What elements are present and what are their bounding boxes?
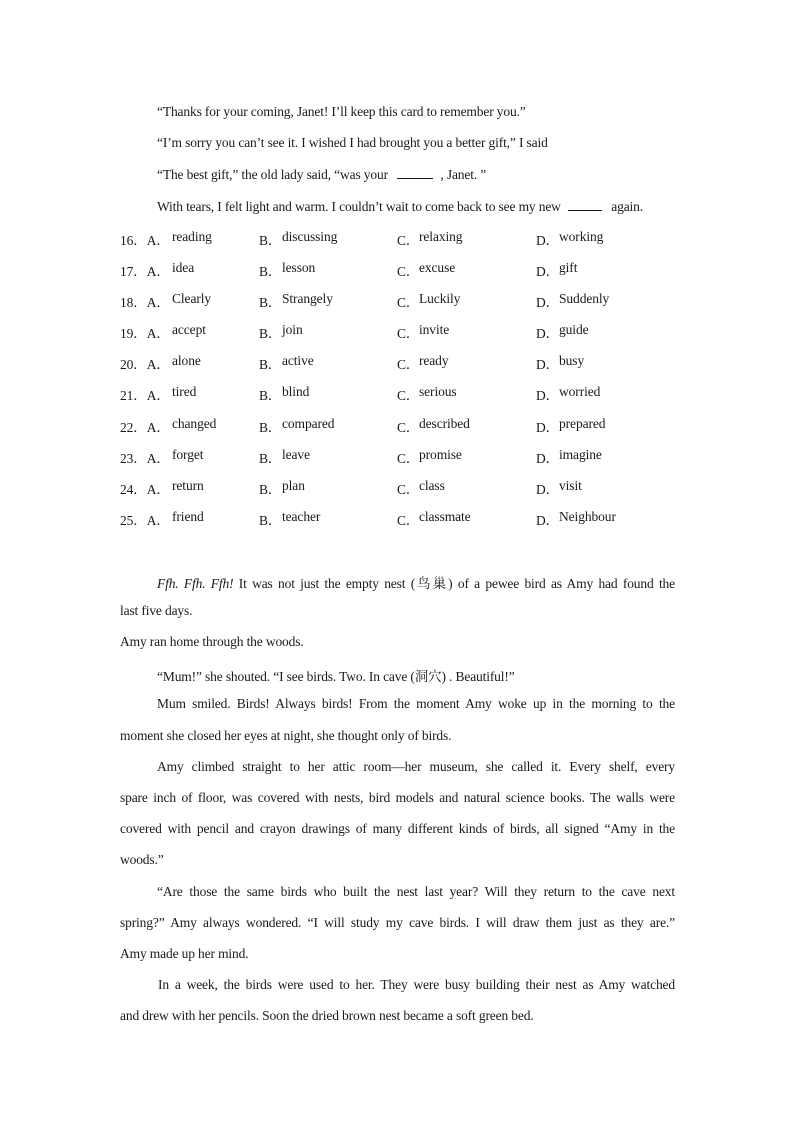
option-c-label: C．: [397, 482, 420, 497]
option-b-label: B．: [259, 326, 282, 341]
story2-para-5-line-4: woods.”: [120, 852, 164, 867]
option-d-label: D．: [536, 326, 560, 341]
option-c-label: C．: [397, 451, 420, 466]
question-row-25: [120, 509, 680, 527]
option-b-label: B．: [259, 388, 282, 403]
question-row-18: [120, 291, 680, 309]
option-a: forget: [172, 447, 204, 462]
option-c: ready: [419, 353, 449, 368]
option-d: Suddenly: [559, 291, 610, 306]
question-row-20: [120, 353, 680, 371]
option-c: described: [419, 416, 470, 431]
sound-effect-text: Ffh. Ffh. Ffh!: [157, 576, 234, 591]
option-b-label: B．: [259, 295, 282, 310]
option-c-label: C．: [397, 233, 420, 248]
option-c: Luckily: [419, 291, 461, 306]
option-b-label: B．: [259, 482, 282, 497]
story2-para-2: Amy ran home through the woods.: [120, 634, 304, 649]
story1-line-4: [157, 198, 643, 215]
question-number: 18．A．: [120, 295, 170, 310]
option-a: accept: [172, 322, 206, 337]
story2-para-5-line-2: spare inch of floor, was covered with nests, bird models and natural science books. The walls were: [120, 790, 675, 805]
option-b-label: B．: [259, 264, 282, 279]
option-d-label: D．: [536, 233, 560, 248]
option-c: invite: [419, 322, 450, 337]
option-c-label: C．: [397, 326, 420, 341]
story1-line-3-end: , Janet. ”: [440, 167, 487, 182]
option-a: Clearly: [172, 291, 212, 306]
option-b: leave: [282, 447, 310, 462]
question-row-22: [120, 416, 680, 434]
option-c: promise: [419, 447, 462, 462]
option-b-label: B．: [259, 451, 282, 466]
question-number: 23．A．: [120, 451, 170, 466]
option-d: busy: [559, 353, 585, 368]
question-number: 17．A．: [120, 264, 170, 279]
option-d-label: D．: [536, 295, 560, 310]
question-row-17: [120, 260, 680, 278]
story1-line-3-start: “The best gift,” the old lady said, “was your: [157, 167, 388, 182]
option-b: active: [282, 353, 314, 368]
option-b: Strangely: [282, 291, 333, 306]
story2-para-6-line-1: “Are those the same birds who built the nest last year? Will they return to the cave next: [157, 884, 675, 899]
story1-line-3: [157, 166, 486, 183]
option-a: changed: [172, 416, 217, 431]
option-a: reading: [172, 229, 212, 244]
question-row-19: [120, 322, 680, 340]
option-b: lesson: [282, 260, 316, 275]
option-c-label: C．: [397, 388, 420, 403]
option-d: gift: [559, 260, 578, 275]
question-number: 24．A．: [120, 482, 170, 497]
option-d: imagine: [559, 447, 602, 462]
option-b-label: B．: [259, 420, 282, 435]
option-d: guide: [559, 322, 589, 337]
question-row-24: [120, 478, 680, 496]
option-b-label: B．: [259, 513, 282, 528]
option-b: plan: [282, 478, 305, 493]
option-d-label: D．: [536, 264, 560, 279]
option-d: worried: [559, 384, 601, 399]
option-c-label: C．: [397, 295, 420, 310]
story2-para-6-line-3: Amy made up her mind.: [120, 946, 249, 961]
option-c: relaxing: [419, 229, 463, 244]
question-number: 21．A．: [120, 388, 170, 403]
story2-para-7-line-1: In a week, the birds were used to her. They were busy building their nest as Amy watched: [158, 977, 675, 992]
option-c: serious: [419, 384, 457, 399]
story1-line-2: “I’m sorry you can’t see it. I wished I had brought you a better gift,” I said: [157, 135, 548, 150]
question-number: 22．A．: [120, 420, 170, 435]
question-number: 25．A．: [120, 513, 170, 528]
option-b-label: B．: [259, 233, 282, 248]
option-d-label: D．: [536, 357, 560, 372]
story2-para-3: “Mum!” she shouted. “I see birds. Two. In cave (洞穴) . Beautiful!”: [157, 669, 515, 684]
option-b: blind: [282, 384, 310, 399]
story2-para-5-line-3: covered with pencil and crayon drawings of many different kinds of birds, all signed “Amy in the: [120, 821, 675, 836]
story2-para-1-line-2: last five days.: [120, 603, 193, 618]
question-row-16: [120, 229, 680, 247]
story2-para-1-line-1: [157, 572, 675, 592]
question-number: 20．A．: [120, 357, 170, 372]
story1-line-4-end: again.: [611, 199, 643, 214]
option-d: working: [559, 229, 604, 244]
story1-line-1: “Thanks for your coming, Janet! I’ll keep this card to remember you.”: [157, 104, 526, 119]
option-d: prepared: [559, 416, 606, 431]
story2-para-4-line-1: Mum smiled. Birds! Always birds! From the moment Amy woke up in the morning to the: [157, 696, 675, 711]
option-d: visit: [559, 478, 582, 493]
option-d-label: D．: [536, 482, 560, 497]
question-row-21: [120, 384, 680, 402]
answer-blank: [568, 198, 602, 211]
option-a: idea: [172, 260, 195, 275]
question-number: 19．A．: [120, 326, 170, 341]
option-b: compared: [282, 416, 335, 431]
option-c: class: [419, 478, 445, 493]
option-c-label: C．: [397, 420, 420, 435]
option-d-label: D．: [536, 513, 560, 528]
story2-para-6-line-2: spring?” Amy always wondered. “I will study my cave birds. I will draw them just as they are.”: [120, 915, 675, 930]
question-number: 16．A．: [120, 233, 170, 248]
option-a: friend: [172, 509, 204, 524]
option-d-label: D．: [536, 388, 560, 403]
option-b: discussing: [282, 229, 338, 244]
option-c: classmate: [419, 509, 471, 524]
option-c-label: C．: [397, 264, 420, 279]
option-d-label: D．: [536, 451, 560, 466]
option-d-label: D．: [536, 420, 560, 435]
option-b-label: B．: [259, 357, 282, 372]
option-a: return: [172, 478, 204, 493]
story1-line-4-start: With tears, I felt light and warm. I couldn’t wait to come back to see my new: [157, 199, 561, 214]
option-c-label: C．: [397, 513, 420, 528]
answer-blank: [397, 166, 433, 179]
option-a: tired: [172, 384, 197, 399]
story2-para-5-line-1: Amy climbed straight to her attic room—her museum, she called it. Every shelf, every: [157, 759, 675, 774]
option-b: join: [282, 322, 303, 337]
option-c: excuse: [419, 260, 456, 275]
story2-para-1-text: It was not just the empty nest (鸟巢) of a pewee bird as Amy had found the: [233, 576, 675, 591]
story2-para-7-line-2: and drew with her pencils. Soon the dried brown nest became a soft green bed.: [120, 1008, 534, 1023]
option-a: alone: [172, 353, 201, 368]
option-c-label: C．: [397, 357, 420, 372]
story2-para-4-line-2: moment she closed her eyes at night, she thought only of birds.: [120, 728, 452, 743]
option-b: teacher: [282, 509, 321, 524]
option-d: Neighbour: [559, 509, 616, 524]
question-row-23: [120, 447, 680, 465]
